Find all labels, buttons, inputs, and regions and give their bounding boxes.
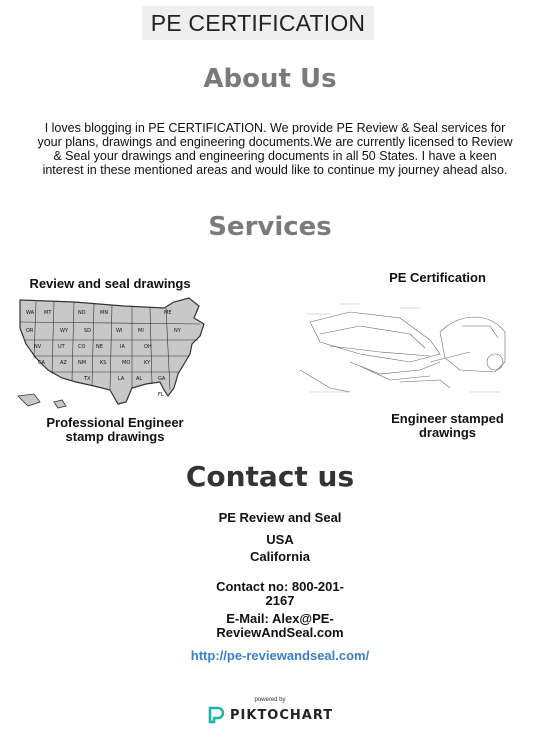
svg-text:OH: OH: [144, 344, 152, 350]
page-title-banner: [142, 6, 374, 40]
us-map-image: [14, 292, 214, 412]
svg-text:MT: MT: [44, 310, 52, 316]
svg-text:TX: TX: [84, 376, 91, 382]
svg-text:AL: AL: [136, 376, 143, 382]
contact-heading: Contact us: [185, 460, 355, 493]
svg-text:ME: ME: [164, 310, 172, 316]
svg-text:KS: KS: [100, 360, 107, 366]
svg-text:MO: MO: [122, 360, 131, 366]
page-title: PE CERTIFICATION: [150, 9, 366, 36]
piktochart-brand: PIKTOCHART: [230, 707, 334, 723]
contact-state: California: [250, 549, 310, 564]
svg-text:ND: ND: [78, 310, 86, 316]
svg-text:NY: NY: [174, 328, 181, 334]
svg-text:NV: NV: [34, 344, 42, 350]
contact-phone: Contact no: 800-201-2167: [216, 579, 344, 608]
engineering-drawing-image: [290, 292, 512, 402]
about-heading: About Us: [203, 64, 337, 94]
service-left-caption: Professional Engineer stamp drawings: [46, 415, 184, 444]
piktochart-logo[interactable]: [208, 705, 333, 725]
svg-text:CA: CA: [38, 360, 45, 366]
svg-text:MI: MI: [138, 328, 144, 334]
powered-by-text: powered by: [254, 697, 286, 703]
service-left-title: Review and seal drawings: [29, 276, 191, 291]
svg-text:FL: FL: [158, 392, 164, 398]
about-text: I loves blogging in PE CERTIFICATION. We provide PE Review & Seal services for your plans, drawings and engineering documents.We are currently licensed to Review & Seal your drawings and engineering documents in all 50 States. I have a keen interest in these mentioned areas and would like to continue my journey ahead also.: [37, 121, 513, 177]
piktochart-icon: [208, 706, 224, 724]
svg-text:NE: NE: [96, 344, 103, 350]
service-right-title: PE Certification: [389, 270, 486, 285]
svg-text:WA: WA: [26, 310, 35, 316]
contact-country: USA: [266, 532, 294, 547]
svg-text:NM: NM: [78, 360, 87, 366]
svg-text:WI: WI: [116, 328, 123, 334]
svg-text:UT: UT: [58, 344, 65, 350]
contact-company: PE Review and Seal: [218, 510, 342, 525]
svg-text:OR: OR: [26, 328, 34, 334]
svg-text:LA: LA: [118, 376, 125, 382]
service-right-caption: Engineer stamped drawings: [391, 411, 504, 440]
svg-text:GA: GA: [158, 376, 166, 382]
svg-text:CO: CO: [78, 344, 86, 350]
svg-text:IA: IA: [120, 344, 125, 350]
svg-text:SD: SD: [84, 328, 92, 334]
svg-text:MN: MN: [100, 310, 109, 316]
svg-text:AZ: AZ: [60, 360, 67, 366]
website-link[interactable]: http://pe-reviewandseal.com/: [190, 648, 370, 663]
services-heading: Services: [208, 212, 332, 242]
contact-email[interactable]: E-Mail: Alex@PE-ReviewAndSeal.com: [216, 611, 344, 640]
svg-text:WY: WY: [60, 328, 68, 334]
svg-text:KY: KY: [144, 360, 151, 366]
